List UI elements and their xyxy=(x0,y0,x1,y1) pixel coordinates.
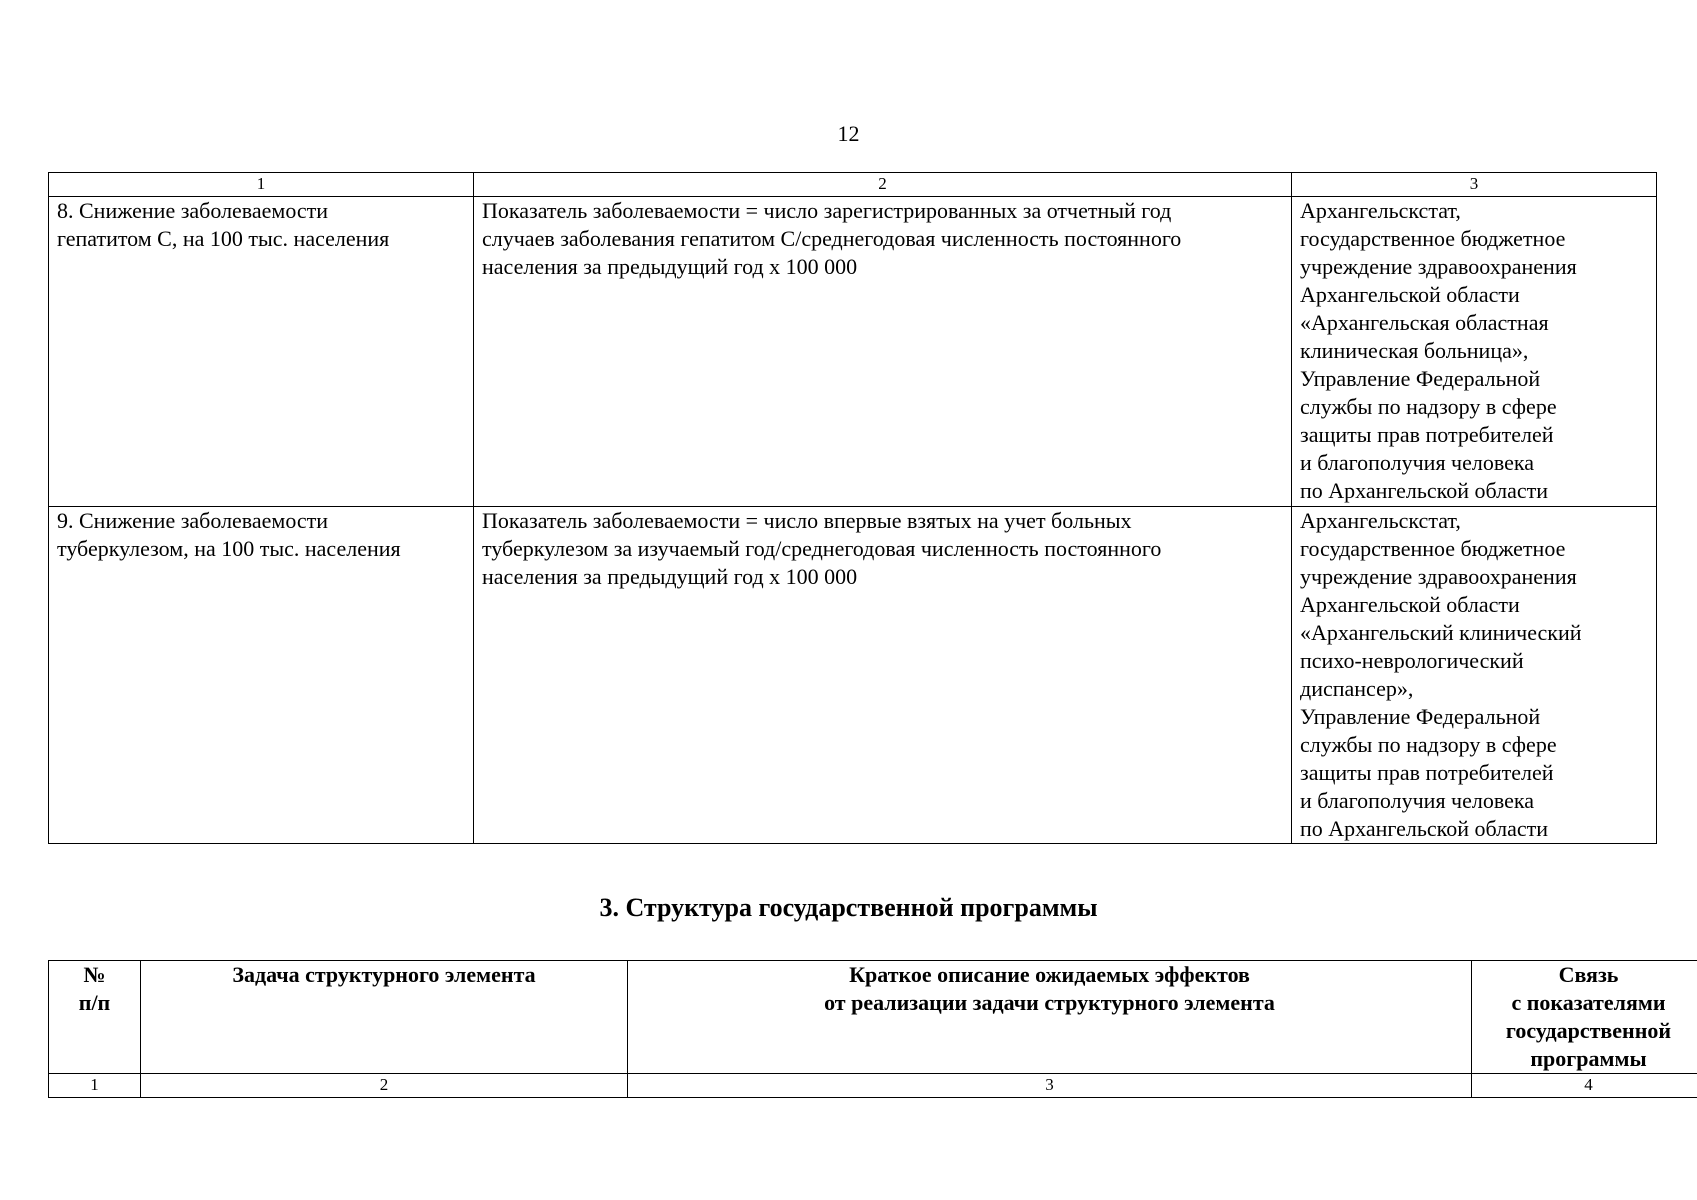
header-row xyxy=(49,961,1697,1074)
data-source-cell: Архангельскстат, государственное бюджетное учреждение здравоохранения Архангельской области «Архангельская областная клиническая больница», Управление Федеральной службы по надзору в сфере защиты прав потребителей и благополучия человека по Архангельской области xyxy=(1292,197,1657,507)
header-number: № п/п xyxy=(49,961,141,1074)
column-number-3: 3 xyxy=(628,1074,1472,1098)
data-source-cell: Архангельскстат, государственное бюджетное учреждение здравоохранения Архангельской области «Архангельский клинический психо-неврологический диспансер», Управление Федеральной службы по надзору в сфере защиты прав потребителей и благополучия человека по Архангельской области xyxy=(1292,507,1657,844)
table-row xyxy=(49,507,1657,844)
column-number-row xyxy=(49,173,1657,197)
column-number-1: 1 xyxy=(49,173,474,197)
indicator-name-cell: 8. Снижение заболеваемости гепатитом С, на 100 тыс. населения xyxy=(49,197,474,507)
column-number-3: 3 xyxy=(1292,173,1657,197)
table-row xyxy=(49,197,1657,507)
calculation-method-cell: Показатель заболеваемости = число впервые взятых на учет больных туберкулезом за изучаемый год/среднегодовая численность постоянного населения за предыдущий год х 100 000 xyxy=(474,507,1292,844)
indicator-name-cell: 9. Снижение заболеваемости туберкулезом, на 100 тыс. населения xyxy=(49,507,474,844)
column-number-row xyxy=(49,1074,1697,1098)
column-number-1: 1 xyxy=(49,1074,141,1098)
column-number-2: 2 xyxy=(141,1074,628,1098)
header-indicators-link: Связь с показателями государственной программы xyxy=(1472,961,1697,1074)
page-number: 12 xyxy=(837,121,860,146)
header-effects: Краткое описание ожидаемых эффектов от реализации задачи структурного элемента xyxy=(628,961,1472,1074)
column-number-2: 2 xyxy=(474,173,1292,197)
column-number-4: 4 xyxy=(1472,1074,1697,1098)
header-task: Задача структурного элемента xyxy=(141,961,628,1074)
calculation-method-cell: Показатель заболеваемости = число зарегистрированных за отчетный год случаев заболевания гепатитом С/среднегодовая численность постоянного населения за предыдущий год х 100 000 xyxy=(474,197,1292,507)
section-heading: 3. Структура государственной программы xyxy=(599,893,1098,922)
indicator-method-table xyxy=(48,172,1657,844)
program-structure-table xyxy=(48,960,1697,1098)
